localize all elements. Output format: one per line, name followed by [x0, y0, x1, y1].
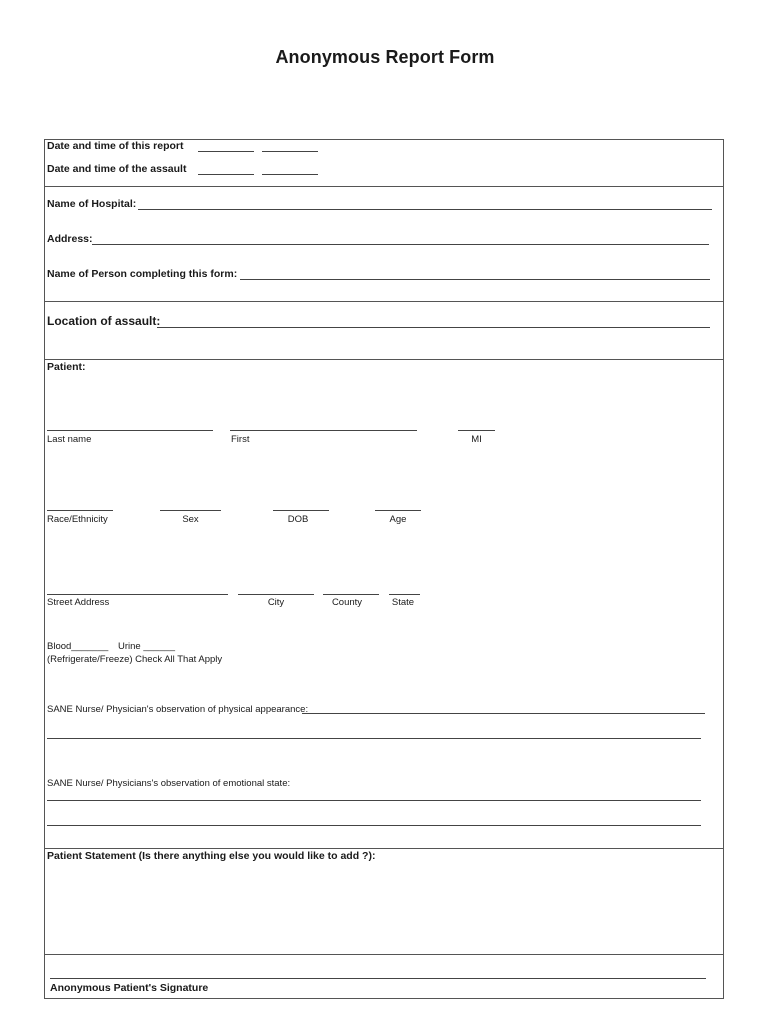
hospital-label: Name of Hospital:: [47, 198, 137, 210]
assault-date-field[interactable]: [198, 174, 254, 175]
page-title: Anonymous Report Form: [275, 47, 495, 67]
section-divider: [44, 954, 724, 955]
street-address-field[interactable]: [47, 594, 228, 595]
last-name-field[interactable]: [47, 430, 213, 431]
emotional-state-field[interactable]: [47, 800, 701, 801]
city-label: City: [267, 597, 285, 608]
dob-label: DOB: [287, 514, 309, 525]
mi-field[interactable]: [458, 430, 495, 431]
physical-appearance-field-line-2[interactable]: [47, 738, 701, 739]
urine-field[interactable]: Urine ______: [118, 641, 176, 652]
section-divider: [44, 186, 724, 187]
county-field[interactable]: [323, 594, 379, 595]
sex-field[interactable]: [160, 510, 221, 511]
race-ethnicity-label: Race/Ethnicity: [47, 514, 108, 525]
signature-label: Anonymous Patient's Signature: [50, 982, 209, 994]
assault-datetime-label: Date and time of the assault: [47, 163, 187, 175]
county-label: County: [331, 597, 363, 608]
signature-field[interactable]: [50, 978, 706, 979]
dob-field[interactable]: [273, 510, 329, 511]
street-address-label: Street Address: [47, 597, 110, 608]
state-field[interactable]: [389, 594, 420, 595]
section-divider: [44, 848, 724, 849]
hospital-field[interactable]: [138, 209, 712, 210]
age-field[interactable]: [375, 510, 421, 511]
state-label: State: [391, 597, 415, 608]
assault-time-field[interactable]: [262, 174, 318, 175]
first-name-label: First: [231, 434, 250, 445]
person-completing-field[interactable]: [240, 279, 710, 280]
patient-heading: Patient:: [47, 361, 86, 373]
location-field[interactable]: [157, 327, 710, 328]
section-divider: [44, 359, 724, 360]
report-time-field[interactable]: [262, 151, 318, 152]
report-datetime-label: Date and time of this report: [47, 140, 184, 152]
patient-statement-area[interactable]: [47, 868, 721, 950]
physical-appearance-field[interactable]: [302, 713, 705, 714]
emotional-state-label: SANE Nurse/ Physicians's observation of emotional state:: [47, 778, 291, 789]
address-label: Address:: [47, 233, 93, 245]
city-field[interactable]: [238, 594, 314, 595]
age-label: Age: [389, 514, 407, 525]
section-divider: [44, 301, 724, 302]
emotional-state-field-line-2[interactable]: [47, 825, 701, 826]
patient-statement-heading: Patient Statement (Is there anything else you would like to add ?):: [47, 850, 376, 862]
blood-field[interactable]: Blood_______: [47, 641, 109, 652]
physical-appearance-label: SANE Nurse/ Physician's observation of physical appearance:: [47, 704, 309, 715]
report-date-field[interactable]: [198, 151, 254, 152]
last-name-label: Last name: [47, 434, 92, 445]
refrigerate-note: (Refrigerate/Freeze) Check All That Apply: [47, 654, 223, 665]
location-label: Location of assault:: [47, 314, 161, 328]
first-name-field[interactable]: [230, 430, 417, 431]
race-ethnicity-field[interactable]: [47, 510, 113, 511]
mi-label: MI: [471, 434, 482, 445]
address-field[interactable]: [92, 244, 709, 245]
sex-label: Sex: [182, 514, 199, 525]
person-completing-label: Name of Person completing this form:: [47, 268, 238, 280]
